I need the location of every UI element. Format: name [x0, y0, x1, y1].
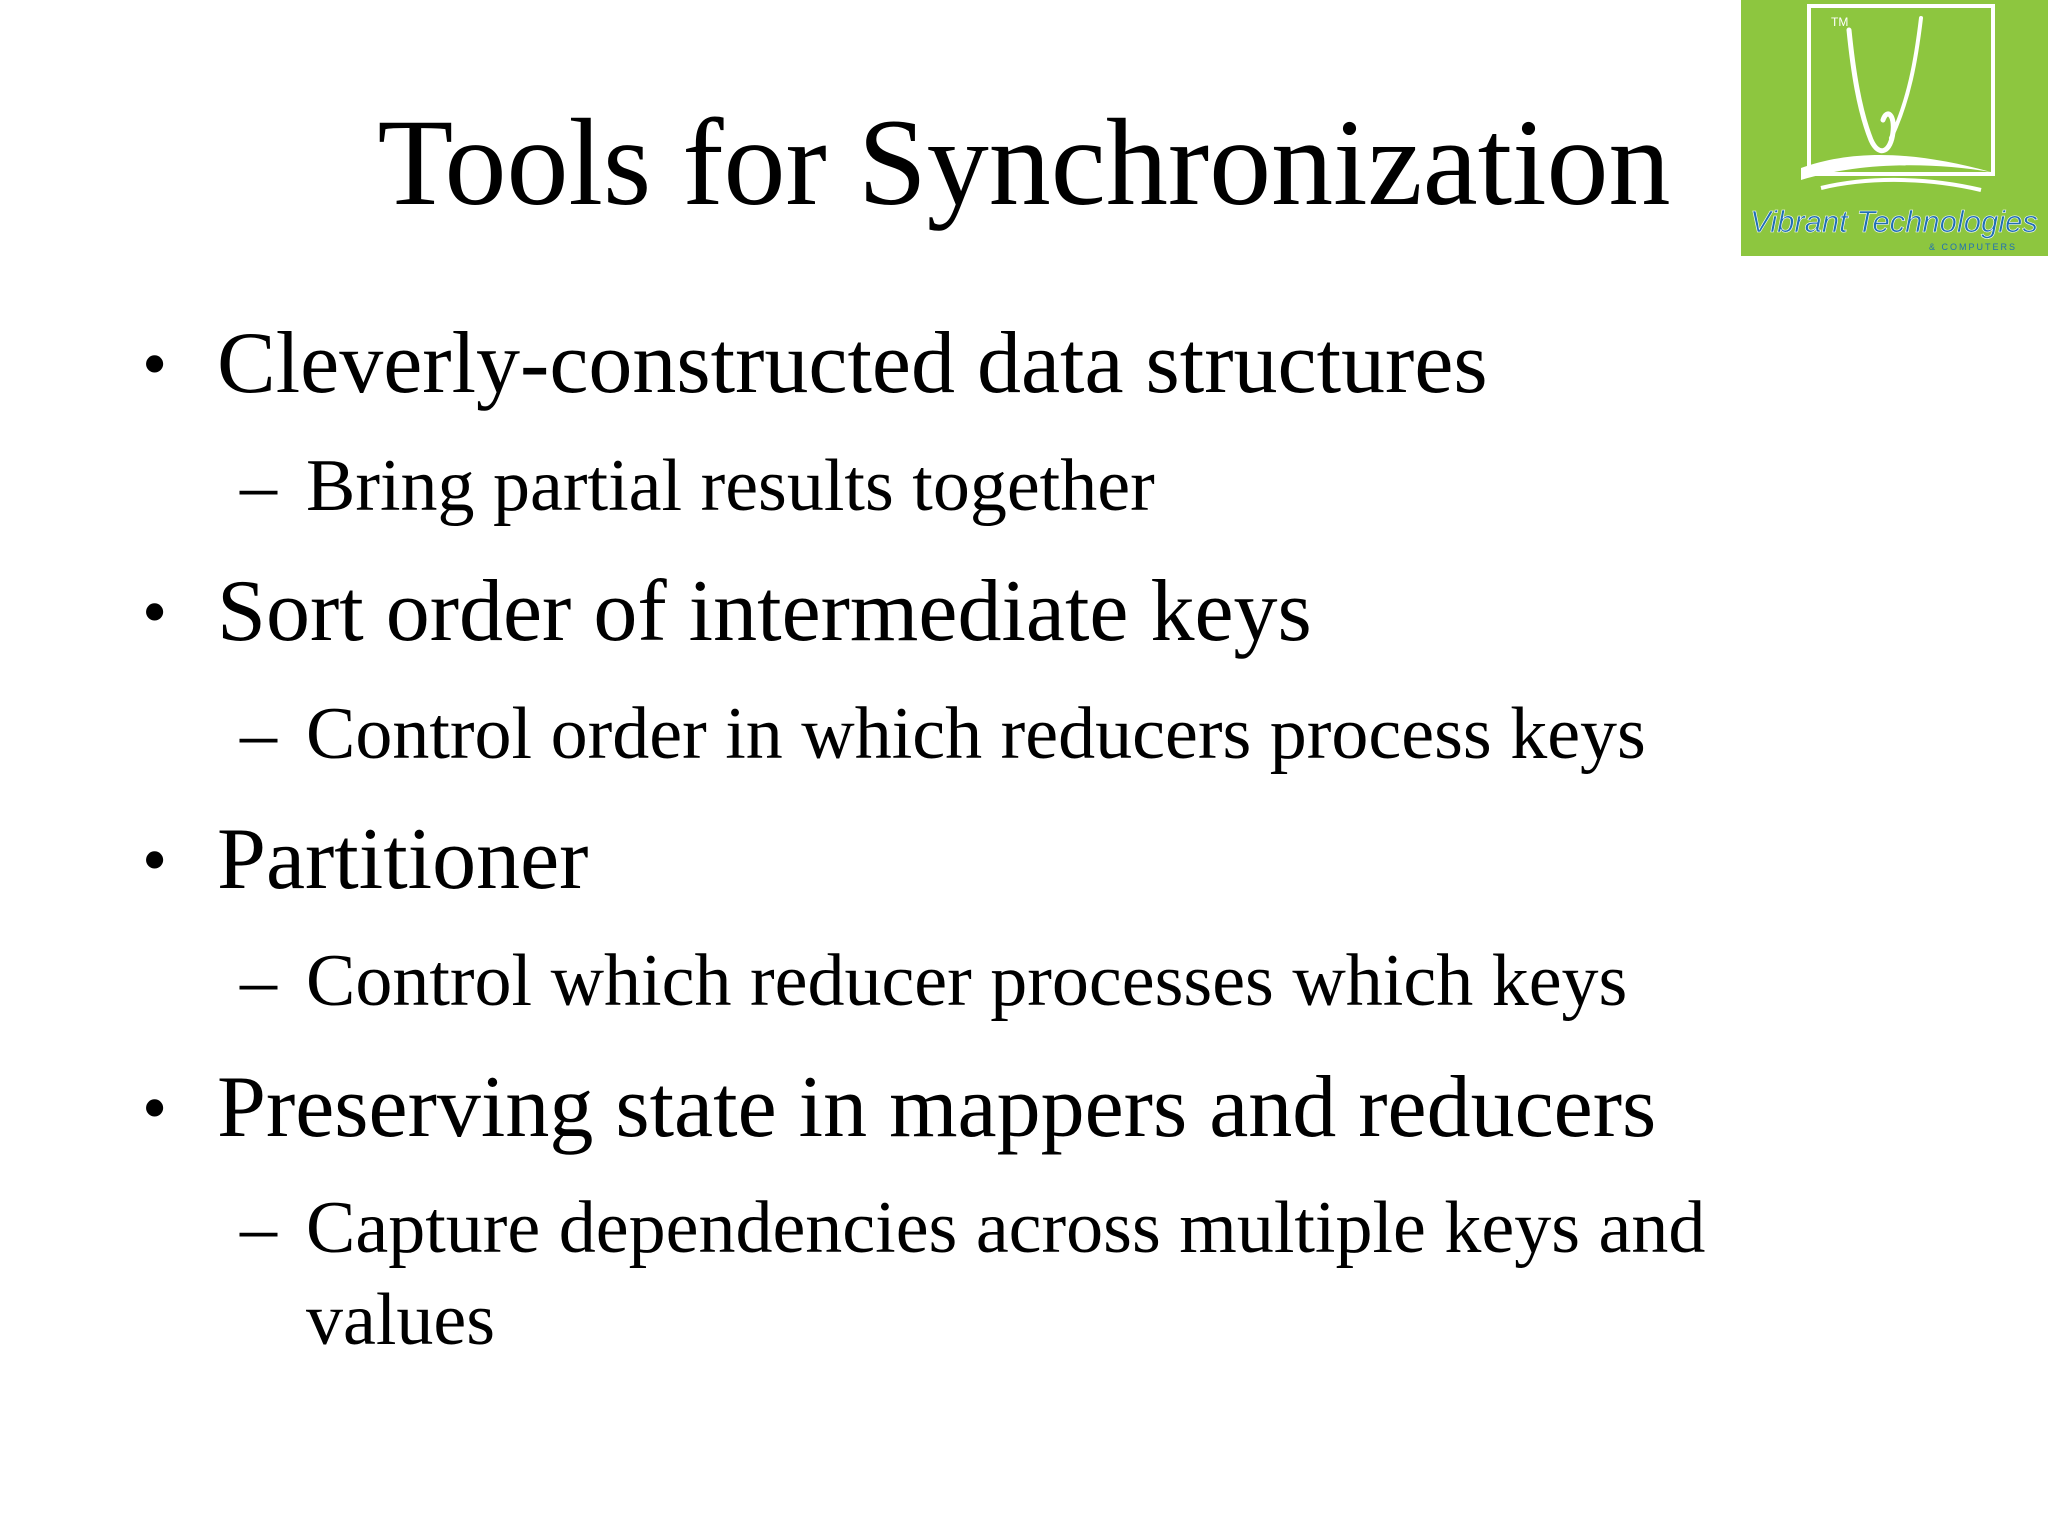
sub-bullet-dash: – — [240, 940, 277, 1022]
bullet-text: Preserving state in mappers and reducers — [217, 1059, 1657, 1156]
bullet-point: • — [142, 820, 168, 900]
bullet-point: • — [142, 1068, 168, 1148]
bullet-point: • — [142, 572, 168, 652]
sub-bullet-text: Bring partial results together — [306, 445, 1155, 527]
logo-brand-name: Vibrant Technologies — [1750, 204, 2038, 239]
slide-title: Tools for Synchronization — [377, 94, 1671, 231]
bullet-text: Partitioner — [217, 811, 589, 908]
sub-bullet-dash: – — [240, 1187, 277, 1269]
sub-bullet-dash: – — [240, 693, 277, 775]
logo-trademark: TM — [1831, 15, 1849, 29]
sub-bullet-text: Capture dependencies across multiple keys and values — [306, 1187, 1706, 1361]
logo-tagline: & COMPUTERS — [1928, 242, 2018, 252]
sub-bullet-text: Control which reducer processes which keys — [306, 940, 1628, 1022]
bullet-text: Sort order of intermediate keys — [217, 563, 1312, 660]
bullet-text: Cleverly-constructed data structures — [217, 315, 1488, 412]
sub-bullet-dash: – — [240, 445, 277, 527]
sub-bullet-text: Control order in which reducers process keys — [306, 693, 1646, 775]
bullet-point: • — [142, 324, 168, 404]
